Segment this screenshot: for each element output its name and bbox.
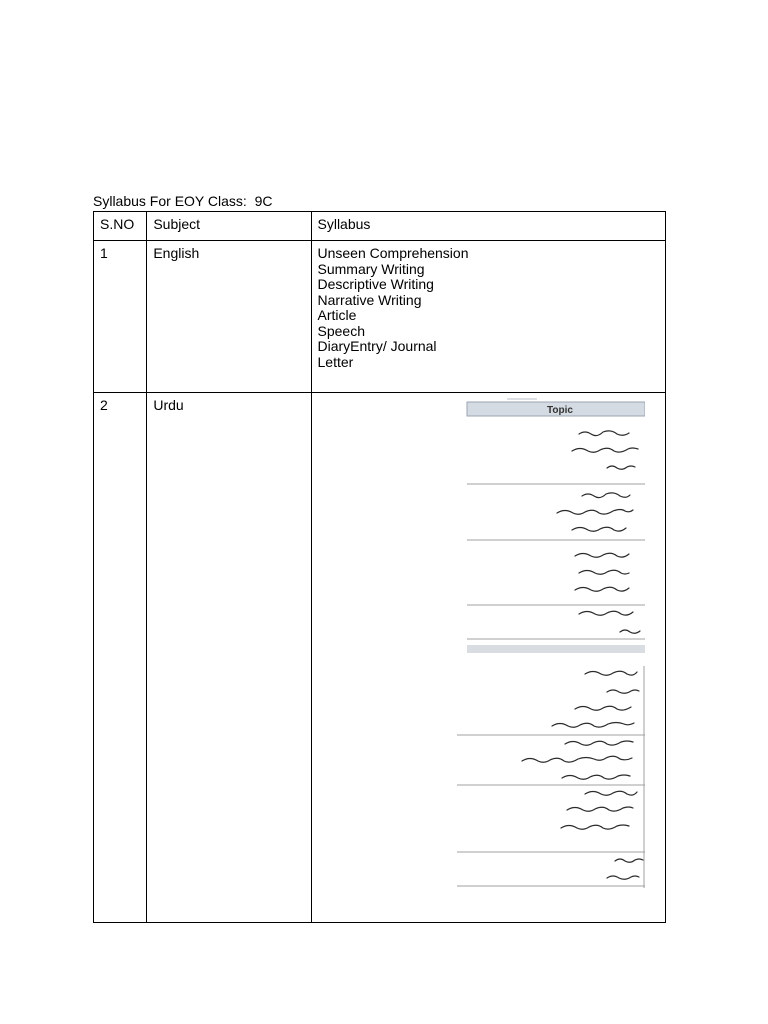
urdu-block-4: [579, 611, 640, 633]
header-subject: Subject: [147, 212, 311, 241]
row-subject: Urdu: [147, 393, 311, 923]
urdu-block-2: [557, 493, 633, 531]
syllabus-item: Summary Writing: [317, 260, 425, 277]
urdu-block-8: [607, 859, 643, 879]
row-syllabus-urdu: [311, 393, 666, 923]
table-row: [94, 393, 666, 923]
syllabus-table: [93, 211, 666, 923]
row-sno: 1: [94, 241, 147, 393]
urdu-block-1: [572, 431, 638, 469]
syllabus-item: Article: [317, 307, 357, 323]
syllabus-item: Letter: [317, 353, 354, 370]
syllabus-item: Speech: [317, 322, 365, 339]
table-row: [94, 241, 666, 393]
row-syllabus: [311, 241, 666, 393]
urdu-block-5: [552, 671, 639, 727]
syllabus-item: Descriptive Writing: [317, 276, 434, 292]
urdu-block-6: [522, 741, 633, 779]
urdu-block-3: [575, 553, 629, 591]
urdu-block-7: [561, 791, 637, 829]
topic-header-label: Topic: [546, 405, 573, 416]
syllabus-item: Narrative Writing: [317, 291, 422, 308]
document-title: Syllabus For EOY Class: 9C: [93, 193, 273, 209]
header-syllabus: Syllabus: [311, 212, 666, 241]
urdu-topics-scan-image: [457, 396, 645, 888]
row-sno: 2: [94, 393, 147, 923]
syllabus-item: DiaryEntry/ Journal: [317, 338, 437, 354]
header-sno: S.NO: [94, 212, 147, 241]
syllabus-item: Unseen Comprehension: [317, 245, 469, 261]
table-header-row: [94, 212, 666, 241]
urdu-topics-drawing: [457, 396, 645, 888]
row-subject: English: [147, 241, 311, 393]
